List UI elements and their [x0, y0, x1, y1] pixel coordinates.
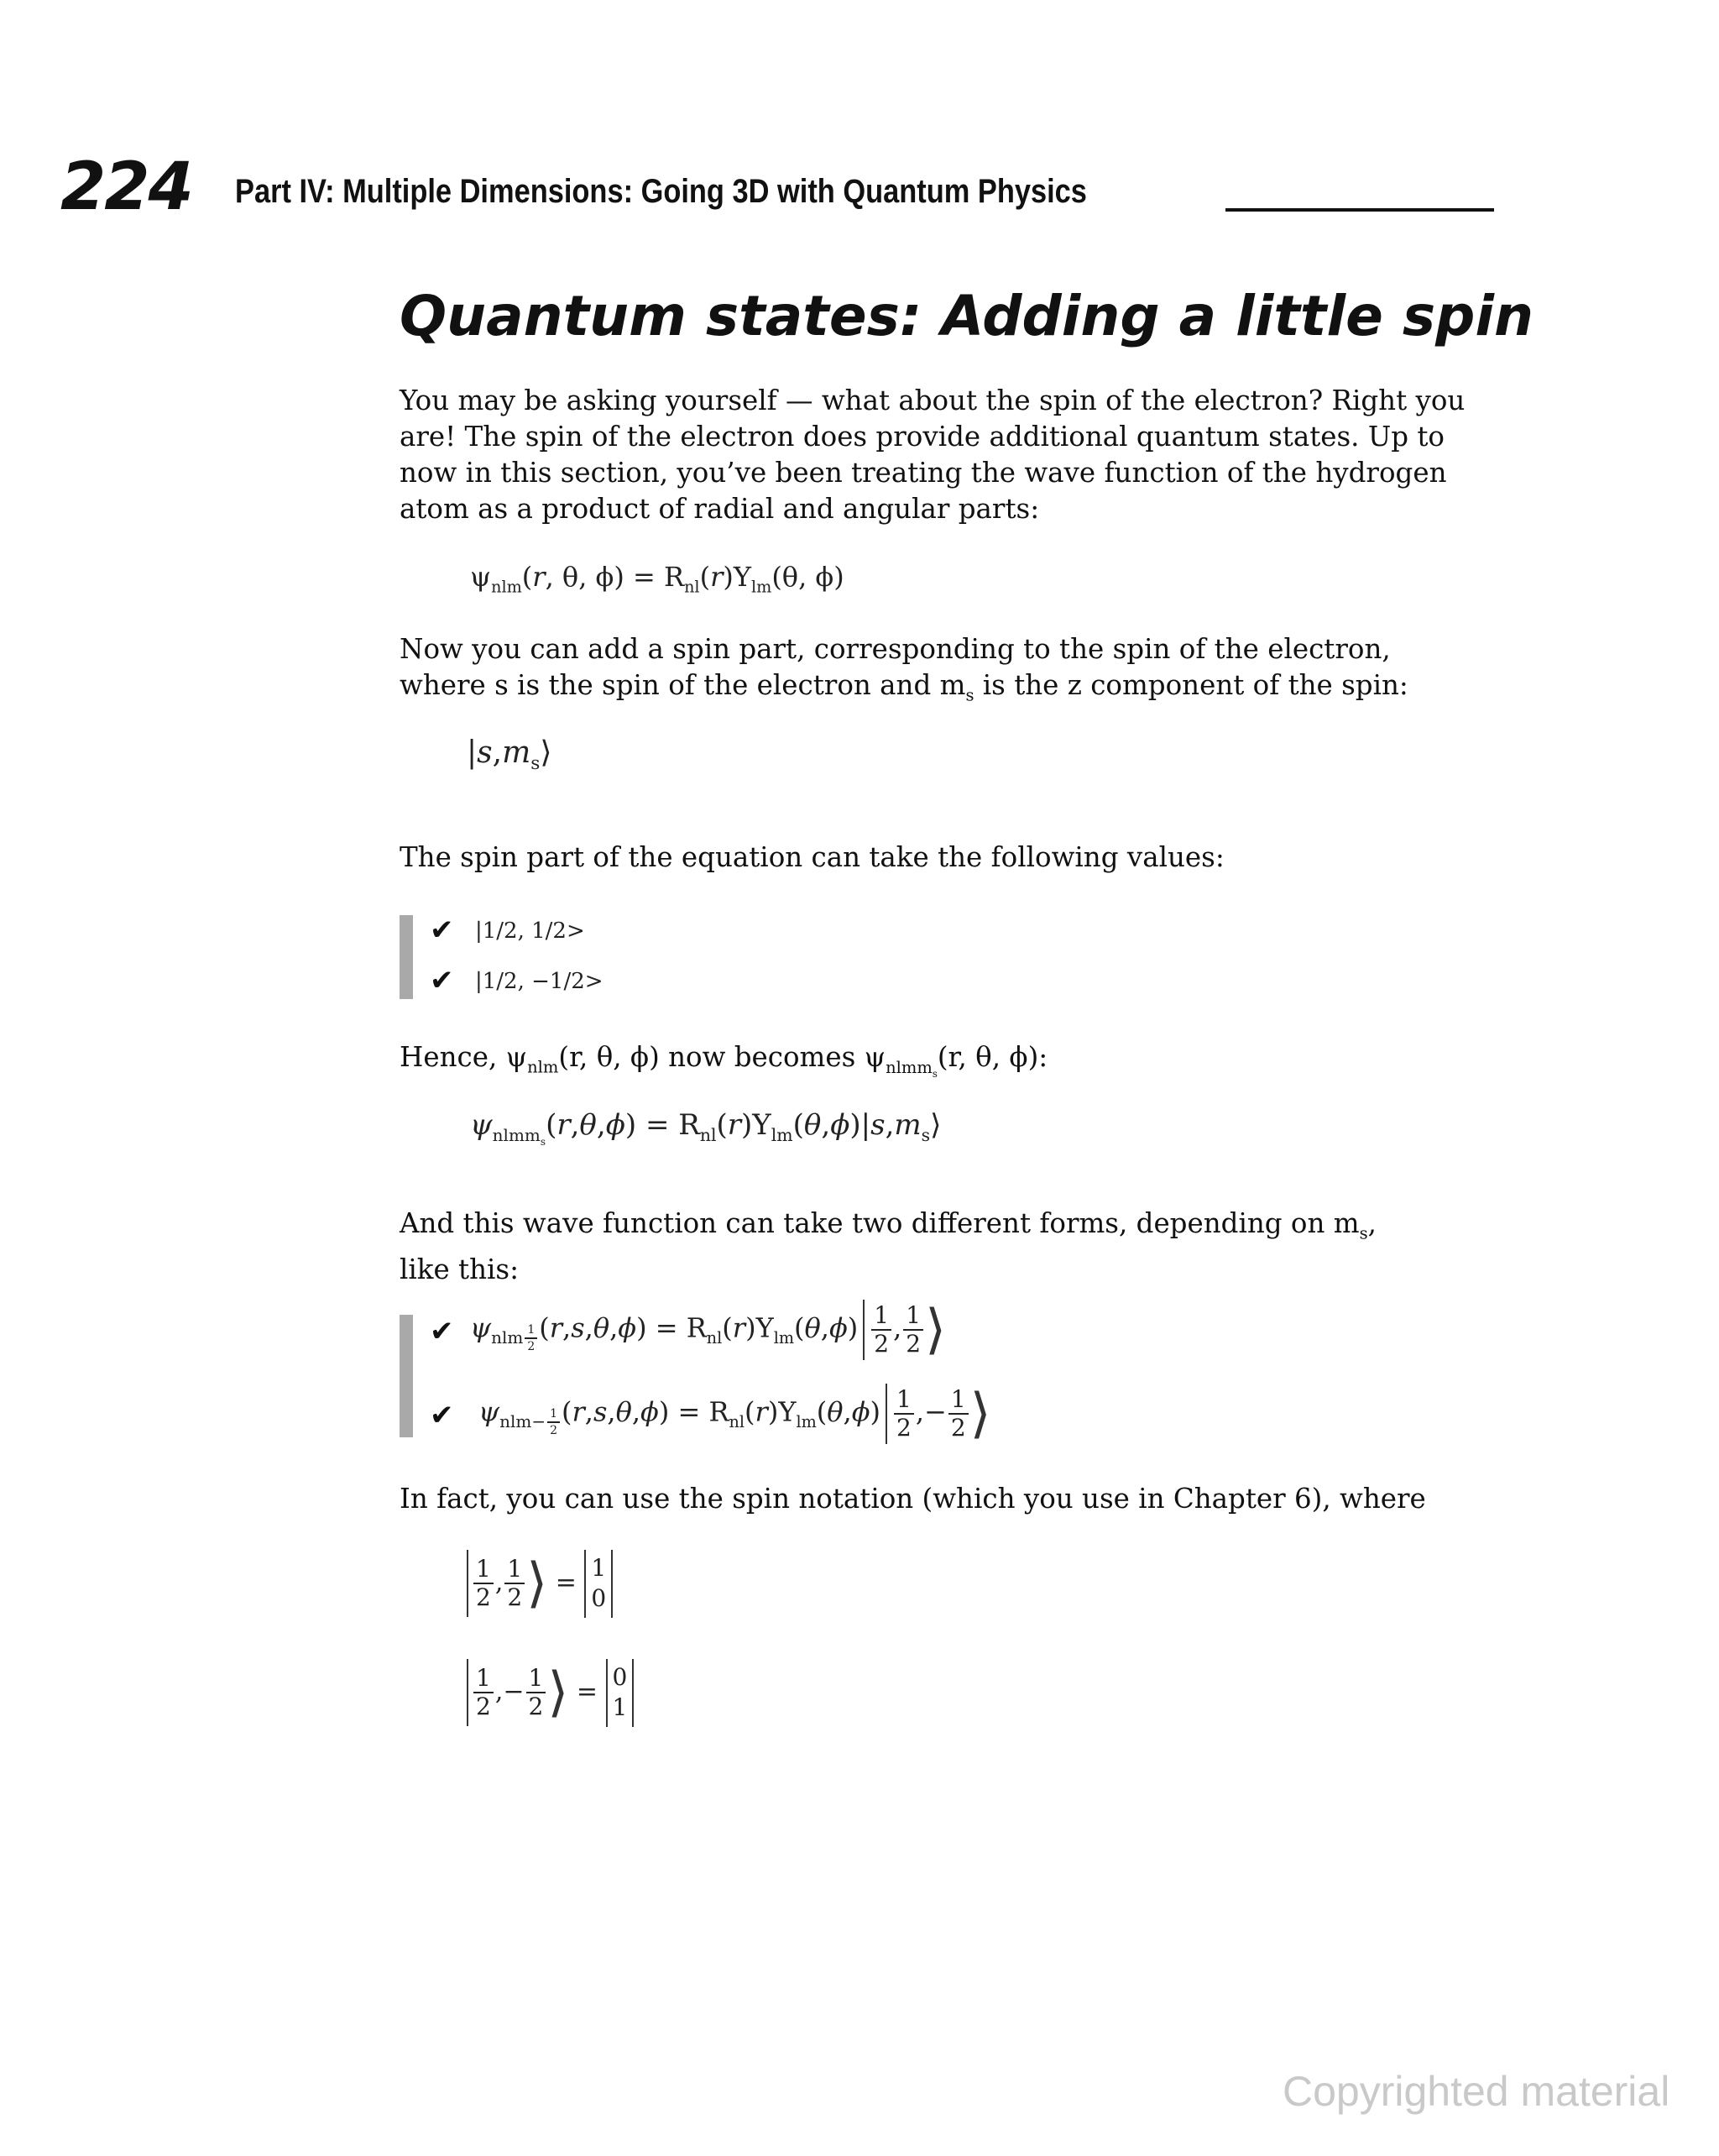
checkmark-icon: ✔ [430, 1315, 454, 1348]
list-item-form-spin-up: $\psi_{nlm \frac{1}{2}}$ $(r,s,\theta,\phi) = R_{nl}(r)Y_{lm}(\theta,\phi)$ $\frac{1}{2}$ , $\frac{1}{2}$ ⟩ [470, 1299, 947, 1361]
text-line: You may be asking yourself — what about the spin of the electron? Right you [400, 385, 1466, 416]
equation-wavefunction: $\psi_{nlm}(r$, θ, $\phi) = R_{nl}(r)Y_{lm}(\theta$, ϕ) [470, 561, 844, 597]
equation-notation-down: $\frac{1}{2}$ ,− $\frac{1}{2}$ ⟩ = 0 1 [467, 1659, 634, 1727]
list-item-form-spin-down: $\psi_{nlm- \frac{1}{2}}$ $(r,s,\theta,\phi) = R_{nl}(r)Y_{lm}(\theta,\phi)$ $\frac{1}{2}$ ,− $\frac{1}{2}$ ⟩ [478, 1383, 991, 1445]
text-line: Now you can add a spin part, corresponding to the spin of the electron, [400, 633, 1391, 665]
text-line: And this wave function can take two different forms, depending on $m_s$, [400, 1207, 1377, 1243]
equation-spin-ket: $|s,m_s⟩$ [467, 735, 552, 775]
checkmark-icon: ✔ [430, 964, 454, 997]
text-line: are! The spin of the electron does provide additional quantum states. Up to [400, 421, 1445, 453]
paragraph-intro [400, 383, 1499, 527]
text-line: now in this section, you’ve been treating the wave function of the hydrogen [400, 457, 1447, 489]
checkmark-icon: ✔ [430, 913, 454, 947]
text-line: like this: [400, 1253, 520, 1285]
paragraph-spin-part [400, 631, 1499, 714]
checkmark-icon: ✔ [430, 1399, 454, 1432]
equation-full-wavefunction: $\psi_{nlmm_s}(r,\theta,\phi)$ = $R_{nl}(r)Y_{lm}(\theta,\phi)|s,m_s⟩$ [470, 1108, 942, 1148]
page-number: 224 [60, 149, 192, 225]
paragraph-two-forms [400, 1206, 1499, 1288]
text-line: atom as a product of radial and angular parts: [400, 493, 1040, 525]
list-sidebar-bar [400, 1315, 413, 1437]
paragraph-spin-values: The spin part of the equation can take the following values: [400, 841, 1225, 873]
paragraph-spin-notation: In fact, you can use the spin notation (which you use in Chapter 6), where [400, 1483, 1426, 1515]
list-sidebar-bar [400, 915, 413, 999]
header-rule [1225, 208, 1494, 212]
section-title: Quantum states: Adding a little spin [400, 284, 1534, 348]
running-head: Part IV: Multiple Dimensions: Going 3D with Quantum Physics [235, 173, 1087, 210]
watermark: Copyrighted material [1283, 2068, 1670, 2115]
paragraph-hence: Hence, $\psi_{nlm}(r$, θ, ϕ) now becomes $\psi_{nlmm_s}(r$, θ, ϕ): [400, 1041, 1048, 1080]
equation-notation-up: $\frac{1}{2}$ , $\frac{1}{2}$ ⟩ = 1 0 [467, 1550, 613, 1618]
text-line: where s is the spin of the electron and $m_s$ is the z component of the spin: [400, 669, 1408, 705]
list-item-spin-up: |1/2, 1/2> [475, 918, 585, 944]
list-item-spin-down: |1/2, −1/2> [475, 969, 603, 994]
